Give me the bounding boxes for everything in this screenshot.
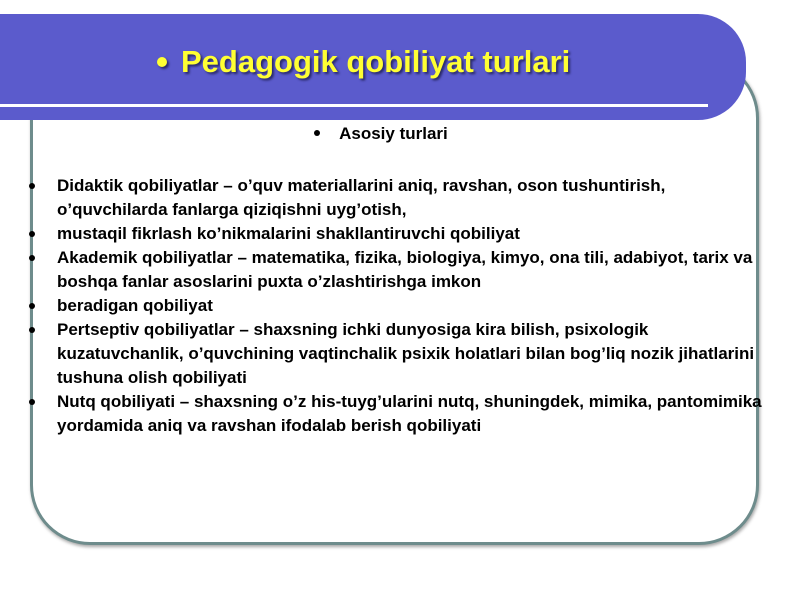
list-item: Didaktik qobiliyatlar – o’quv materiallarini aniq, ravshan, oson tushuntirish, o’quvchilarda fanlarga qiziqishni uyg’otish, [28,174,768,222]
subheading-text: Asosiy turlari [339,124,448,143]
list-item: Nutq qobiliyati – shaxsning o’z his-tuyg’ularini nutq, shuningdek, mimika, pantomimika yordamida aniq va ravshan ifodalab berish qobiliyati [28,390,768,438]
slide-title-text: Pedagogik qobiliyat turlari [181,44,571,79]
bullet-list [28,174,768,438]
list-item: Akademik qobiliyatlar – matematika, fizika, biologiya, kimyo, ona tili, adabiyot, tarix va boshqa fanlar asoslarini puxta o’zlashtirishga imkon [28,246,768,294]
list-item: mustaqil fikrlash ko’nikmalarini shakllantiruvchi qobiliyat [28,222,768,246]
subheading-bullet-icon [314,130,320,136]
title-bullet-icon [157,57,167,67]
banner-divider [0,104,708,107]
slide-title [150,40,670,84]
subheading [314,124,448,144]
list-item: beradigan qobiliyat [28,294,768,318]
list-item: Pertseptiv qobiliyatlar – shaxsning ichki dunyosiga kira bilish, psixologik kuzatuvchanlik, o’quvchining vaqtinchalik psixik holatlari bilan bog’liq nozik jihatlarini tushuna olish qobiliyati [28,318,768,390]
